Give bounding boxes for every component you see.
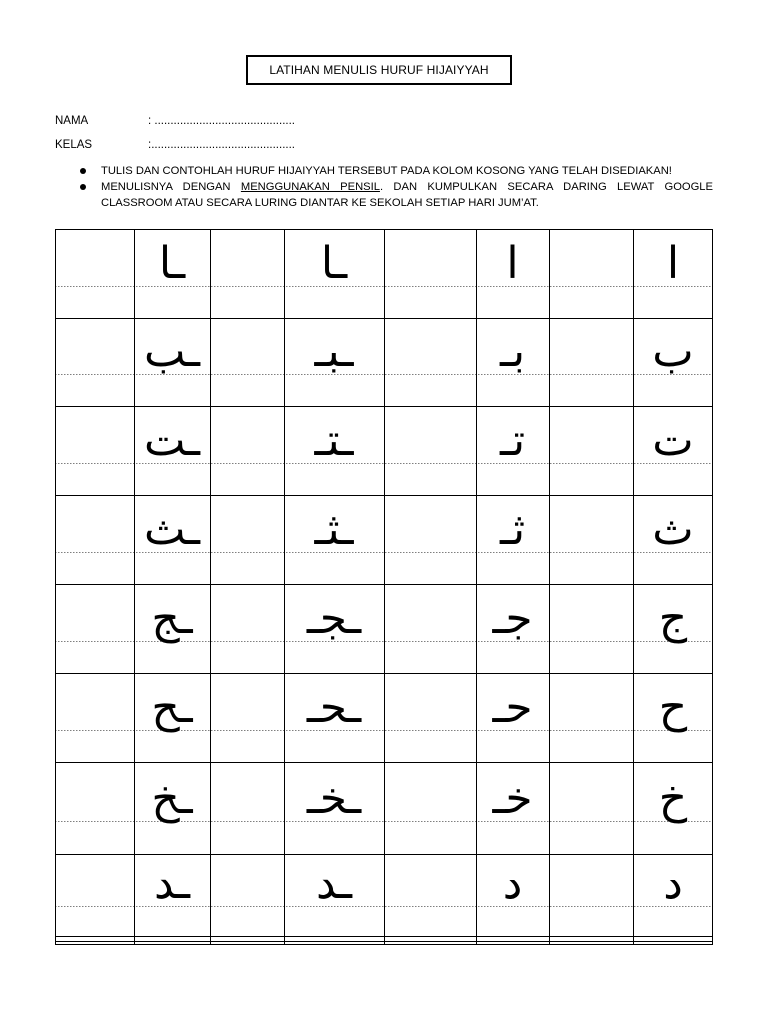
practice-cell[interactable] <box>55 854 134 936</box>
letter-example-isolated: ب <box>652 326 694 377</box>
letter-example-isolated: ج <box>658 593 688 644</box>
practice-cell[interactable] <box>549 406 633 495</box>
instruction-text-end: . DAN KUMPULKAN SECARA DARING LEWAT GOOGLE CLASSROOM ATAU SECARA LURING DIANTAR KE SEKOLAH SETIAP HARI JUM’AT. <box>101 181 713 209</box>
practice-cell[interactable] <box>210 406 284 495</box>
letter-example-final: ـث <box>143 504 201 555</box>
worksheet-title: LATIHAN MENULIS HURUF HIJAIYYAH <box>246 55 512 85</box>
letter-example-final: ـب <box>143 326 201 377</box>
letter-example-final: ـح <box>151 682 193 733</box>
letter-example-initial: د <box>502 858 523 909</box>
class-field <box>55 139 295 151</box>
practice-cell[interactable] <box>210 854 284 936</box>
letter-example-final: ـت <box>143 415 201 466</box>
bullet-icon <box>80 168 86 174</box>
practice-cell[interactable] <box>384 762 476 854</box>
name-field <box>55 115 295 127</box>
practice-cell[interactable] <box>384 229 476 318</box>
practice-cell[interactable] <box>55 318 134 406</box>
letter-example-initial: حـ <box>492 682 533 733</box>
letter-example-isolated: خ <box>658 773 688 824</box>
practice-cell[interactable] <box>210 229 284 318</box>
practice-cell[interactable] <box>55 495 134 584</box>
instruction-item <box>80 163 713 179</box>
practice-cell[interactable] <box>384 673 476 762</box>
letter-example-medial: ـثـ <box>314 504 354 555</box>
letter-example-isolated: د <box>663 858 683 909</box>
instruction-list <box>80 163 713 211</box>
practice-cell[interactable] <box>55 584 134 673</box>
letter-example-final: ـد <box>154 858 190 909</box>
practice-cell[interactable] <box>55 229 134 318</box>
letter-example-final: ـا <box>158 238 186 289</box>
class-label: KELAS <box>55 139 93 151</box>
instruction-text: TULIS DAN CONTOHLAH HURUF HIJAIYYAH TERSEBUT PADA KOLOM KOSONG YANG TELAH DISEDIAKAN! <box>101 165 672 177</box>
practice-cell[interactable] <box>210 584 284 673</box>
letter-example-isolated: ت <box>652 415 694 466</box>
practice-cell[interactable] <box>549 318 633 406</box>
letter-example-initial: خـ <box>492 773 533 824</box>
practice-cell[interactable] <box>549 584 633 673</box>
practice-cell[interactable] <box>55 762 134 854</box>
letter-example-isolated: ح <box>658 682 688 733</box>
bullet-icon <box>80 184 86 190</box>
practice-cell[interactable] <box>384 495 476 584</box>
letter-example-initial: جـ <box>492 593 533 644</box>
practice-cell[interactable] <box>549 229 633 318</box>
letter-example-initial: ا <box>506 238 519 289</box>
letter-example-medial: ـد <box>316 858 352 909</box>
practice-cell[interactable] <box>384 318 476 406</box>
name-blank[interactable]: : ............................................ <box>148 115 295 127</box>
letter-example-medial: ـبـ <box>314 326 354 377</box>
class-blank[interactable]: :............................................. <box>148 139 295 151</box>
practice-cell[interactable] <box>55 673 134 762</box>
practice-cell[interactable] <box>384 406 476 495</box>
practice-cell[interactable] <box>55 406 134 495</box>
letter-example-initial: ثـ <box>499 504 526 555</box>
letter-example-initial: تـ <box>499 415 526 466</box>
letter-example-initial: بـ <box>499 326 526 377</box>
letter-example-final: ـج <box>151 593 193 644</box>
instruction-text-start: MENULISNYA DENGAN <box>101 181 241 193</box>
letter-example-medial: ـحـ <box>306 682 362 733</box>
practice-cell[interactable] <box>210 762 284 854</box>
letter-example-medial: ـتـ <box>314 415 354 466</box>
name-label: NAMA <box>55 115 89 127</box>
instruction-item <box>80 179 713 211</box>
instruction-emphasis: MENGGUNAKAN PENSIL <box>240 181 380 193</box>
practice-cell[interactable] <box>549 673 633 762</box>
practice-cell[interactable] <box>210 673 284 762</box>
practice-grid <box>55 229 713 945</box>
letter-example-medial: ـجـ <box>306 593 362 644</box>
practice-cell[interactable] <box>549 495 633 584</box>
letter-example-medial: ـخـ <box>306 773 362 824</box>
practice-cell[interactable] <box>549 762 633 854</box>
practice-cell[interactable] <box>384 584 476 673</box>
letter-example-isolated: ا <box>666 238 680 289</box>
practice-cell[interactable] <box>210 495 284 584</box>
practice-cell[interactable] <box>384 854 476 936</box>
practice-cell[interactable] <box>549 854 633 936</box>
letter-example-final: ـخ <box>151 773 193 824</box>
letter-example-medial: ـا <box>320 238 348 289</box>
practice-cell[interactable] <box>210 318 284 406</box>
letter-example-isolated: ث <box>652 504 694 555</box>
